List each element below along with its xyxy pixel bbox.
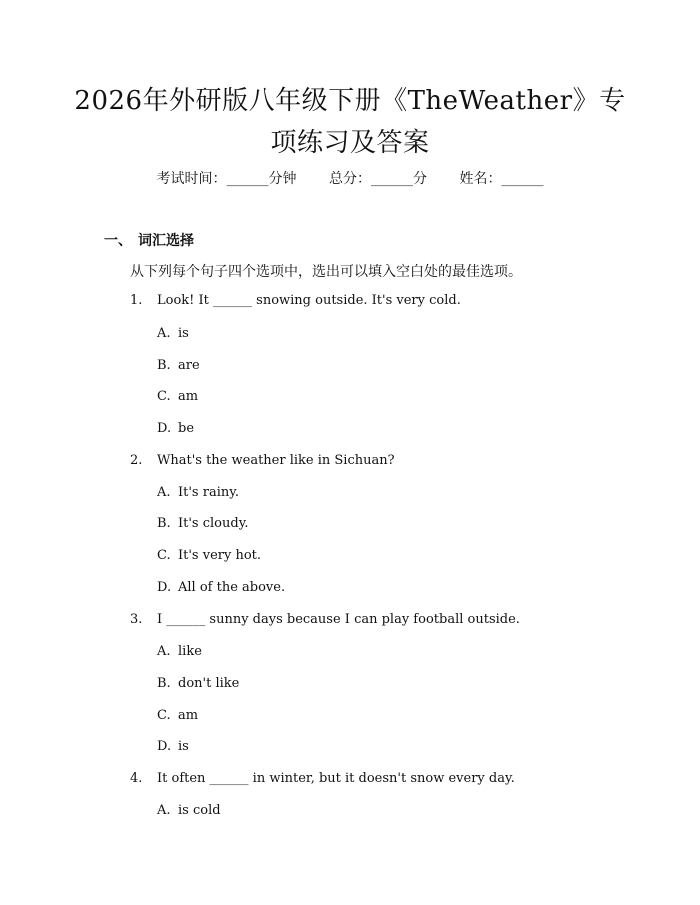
- question-text: Look! It ______ snowing outside. It's very cold.: [157, 293, 461, 308]
- option-text: All of the above.: [178, 580, 286, 595]
- exam-meta: [0, 168, 700, 188]
- option-label: B.: [157, 676, 171, 691]
- document-title: [60, 80, 640, 164]
- option-label: B.: [157, 516, 171, 531]
- exam-time-field: 考试时间：______分钟: [156, 171, 297, 187]
- section-number: 一、: [104, 233, 132, 249]
- option-label: D.: [157, 580, 172, 595]
- question-item: [130, 612, 520, 627]
- question-text: What's the weather like in Sichuan?: [157, 453, 395, 468]
- option-item: [157, 644, 202, 659]
- option-label: C.: [157, 548, 171, 563]
- question-number: 2.: [130, 453, 143, 468]
- option-label: B.: [157, 358, 171, 373]
- question-number: 3.: [130, 612, 143, 627]
- option-label: A.: [157, 485, 171, 500]
- question-item: [130, 293, 461, 308]
- option-label: A.: [157, 326, 171, 341]
- option-label: C.: [157, 708, 171, 723]
- option-label: A.: [157, 644, 171, 659]
- option-item: [157, 803, 221, 818]
- option-item: [157, 548, 261, 563]
- question-item: [130, 453, 395, 468]
- question-number: 1.: [130, 293, 143, 308]
- title-line-2: 项练习及答案: [270, 128, 430, 158]
- option-label: A.: [157, 803, 171, 818]
- option-item: [157, 516, 248, 531]
- option-item: [157, 739, 189, 754]
- option-item: [157, 358, 200, 373]
- option-label: C.: [157, 389, 171, 404]
- option-item: [157, 485, 239, 500]
- total-score-field: 总分：______分: [329, 171, 427, 187]
- option-text: am: [178, 708, 199, 723]
- option-text: It's cloudy.: [178, 516, 249, 531]
- option-item: [157, 421, 194, 436]
- option-text: am: [178, 389, 199, 404]
- option-label: D.: [157, 421, 172, 436]
- section-heading: [104, 230, 194, 250]
- option-label: D.: [157, 739, 172, 754]
- question-item: [130, 771, 515, 786]
- option-text: are: [178, 358, 200, 373]
- question-number: 4.: [130, 771, 143, 786]
- title-line-1: 2026年外研版八年级下册《TheWeather》专: [74, 86, 626, 116]
- option-item: [157, 580, 285, 595]
- option-text: be: [178, 421, 195, 436]
- option-item: [157, 708, 198, 723]
- option-text: don't like: [178, 676, 240, 691]
- name-field: 姓名：______: [459, 171, 544, 187]
- option-item: [157, 326, 189, 341]
- section-title: 词汇选择: [138, 233, 194, 249]
- question-text: I ______ sunny days because I can play football outside.: [157, 612, 520, 627]
- option-text: is: [178, 326, 189, 341]
- option-text: is cold: [178, 803, 221, 818]
- option-item: [157, 389, 198, 404]
- question-text: It often ______ in winter, but it doesn't snow every day.: [157, 771, 515, 786]
- option-text: It's very hot.: [178, 548, 262, 563]
- option-text: like: [178, 644, 202, 659]
- option-text: is: [178, 739, 189, 754]
- option-item: [157, 676, 239, 691]
- section-instruction: 从下列每个句子四个选项中，选出可以填入空白处的最佳选项。: [130, 264, 522, 280]
- option-text: It's rainy.: [178, 485, 239, 500]
